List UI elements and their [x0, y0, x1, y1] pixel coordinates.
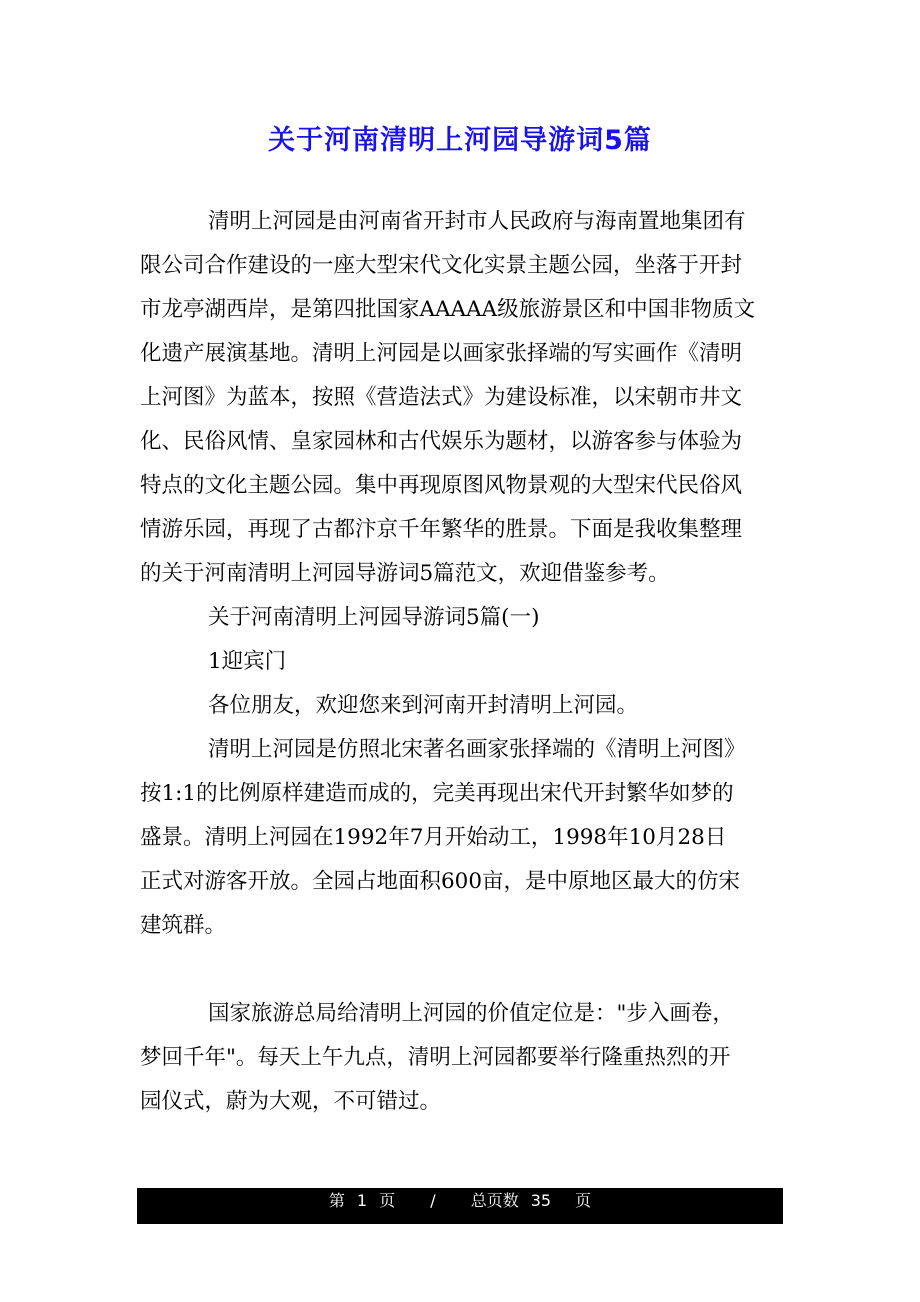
text-line: 上河图》为蓝本，按照《营造法式》为建设标准，以宋朝市井文	[140, 385, 743, 410]
document-title: 关于河南清明上河园导游词5篇	[268, 125, 652, 156]
text-line: 限公司合作建设的一座大型宋代文化实景主题公园，坐落于开封	[140, 253, 743, 278]
text-line: 按1:1的比例原样建造而成的，完美再现出宋代开封繁华如梦的	[140, 781, 734, 806]
text-line: 的关于河南清明上河园导游词5篇范文，欢迎借鉴参考。	[140, 561, 670, 586]
text-line: 清明上河园是由河南省开封市人民政府与海南置地集团有	[208, 209, 746, 234]
paragraph	[140, 992, 790, 1124]
text-line: 盛景。清明上河园在1992年7月开始动工，1998年10月28日	[140, 825, 727, 850]
text-line: 国家旅游总局给清明上河园的价值定位是："步入画卷，	[208, 1001, 734, 1026]
text-line: 化、民俗风情、皇家园林和古代娱乐为题材，以游客参与体验为	[140, 429, 743, 454]
paragraph	[140, 728, 790, 948]
paragraph-gap	[140, 948, 790, 992]
text-line: 1迎宾门	[208, 649, 287, 674]
text-line: 清明上河园是仿照北宋著名画家张择端的《清明上河图》	[208, 737, 746, 762]
paragraph	[140, 200, 790, 596]
page-prefix: 第	[328, 1191, 345, 1210]
text-line: 关于河南清明上河园导游词5篇(一)	[208, 605, 540, 630]
page-suffix: 页	[379, 1191, 396, 1210]
page-separator: /	[430, 1191, 436, 1210]
total-prefix: 总页数	[470, 1191, 519, 1210]
document-body	[140, 200, 790, 1124]
paragraph	[140, 684, 790, 728]
page-footer	[137, 1188, 783, 1224]
page-number: 1	[356, 1191, 368, 1210]
text-line: 建筑群。	[140, 913, 227, 938]
text-line: 市龙亭湖西岸，是第四批国家AAAAA级旅游景区和中国非物质文	[140, 297, 756, 322]
text-line: 正式对游客开放。全园占地面积600亩，是中原地区最大的仿宋	[140, 869, 741, 894]
text-line: 各位朋友，欢迎您来到河南开封清明上河园。	[208, 693, 639, 718]
text-line: 梦回千年"。每天上午九点，清明上河园都要举行隆重热烈的开	[140, 1045, 731, 1070]
paragraph	[140, 596, 790, 640]
paragraph	[140, 640, 790, 684]
total-suffix: 页	[575, 1191, 592, 1210]
text-line: 情游乐园，再现了古都汴京千年繁华的胜景。下面是我收集整理	[140, 517, 743, 542]
text-line: 特点的文化主题公园。集中再现原图风物景观的大型宋代民俗风	[140, 473, 743, 498]
text-line: 园仪式，蔚为大观，不可错过。	[140, 1089, 442, 1114]
text-line: 化遗产展演基地。清明上河园是以画家张择端的写实画作《清明	[140, 341, 743, 366]
total-pages: 35	[530, 1191, 552, 1210]
